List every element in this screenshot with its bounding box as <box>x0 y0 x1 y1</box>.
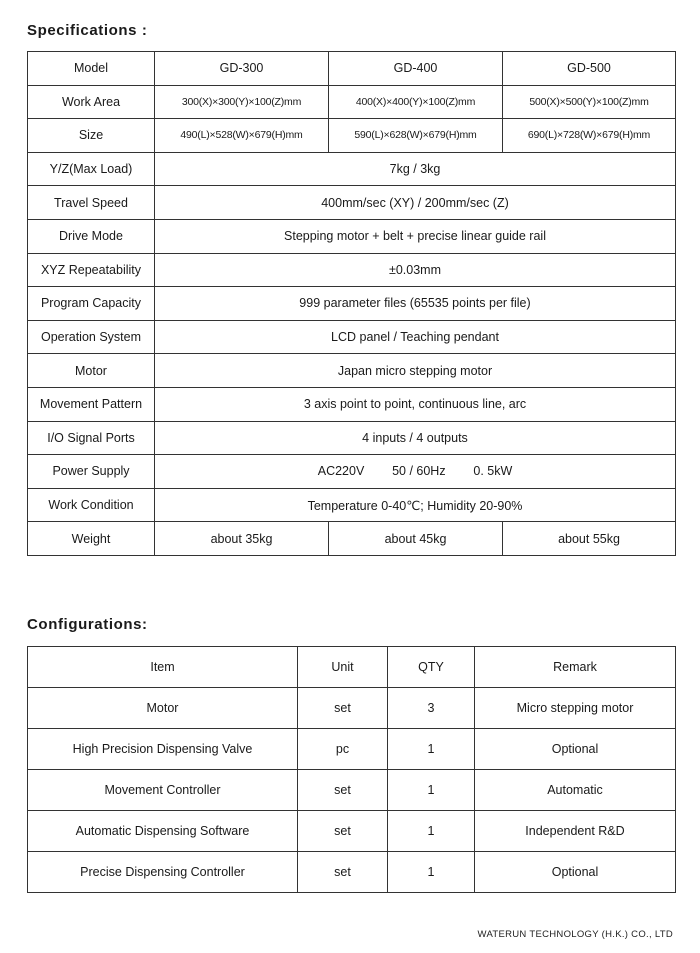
spec-value: ±0.03mm <box>155 253 676 287</box>
spec-label: Power Supply <box>28 455 155 489</box>
spec-label: Work Area <box>28 85 155 119</box>
spec-row-max-load <box>28 152 676 186</box>
specifications-table <box>27 51 676 556</box>
config-remark: Independent R&D <box>475 811 676 852</box>
spec-row-program-capacity <box>28 287 676 321</box>
config-header: Remark <box>475 647 676 688</box>
config-remark: Optional <box>475 852 676 893</box>
spec-value: 590(L)×628(W)×679(H)mm <box>329 119 503 153</box>
spec-value: LCD panel / Teaching pendant <box>155 320 676 354</box>
spec-row-power-supply <box>28 455 676 489</box>
spec-value: 400(X)×400(Y)×100(Z)mm <box>329 85 503 119</box>
spec-row-motor <box>28 354 676 388</box>
configurations-heading: Configurations: <box>27 616 148 633</box>
config-qty: 1 <box>388 811 475 852</box>
spec-value: 4 inputs / 4 outputs <box>155 421 676 455</box>
config-qty: 1 <box>388 770 475 811</box>
config-remark: Optional <box>475 729 676 770</box>
spec-value: GD-400 <box>329 52 503 86</box>
spec-value: 300(X)×300(Y)×100(Z)mm <box>155 85 329 119</box>
spec-row-weight <box>28 522 676 556</box>
config-header: Unit <box>298 647 388 688</box>
spec-label: Movement Pattern <box>28 387 155 421</box>
spec-value: 690(L)×728(W)×679(H)mm <box>503 119 676 153</box>
spec-row-work-condition <box>28 488 676 522</box>
spec-label: Travel Speed <box>28 186 155 220</box>
configurations-table <box>27 646 676 893</box>
spec-value: about 55kg <box>503 522 676 556</box>
spec-label: Model <box>28 52 155 86</box>
spec-value: 3 axis point to point, continuous line, arc <box>155 387 676 421</box>
specifications-heading: Specifications : <box>27 22 148 39</box>
spec-label: Motor <box>28 354 155 388</box>
spec-label: Size <box>28 119 155 153</box>
spec-row-operation-system <box>28 320 676 354</box>
config-header-row <box>28 647 676 688</box>
config-remark: Automatic <box>475 770 676 811</box>
spec-value: 7kg / 3kg <box>155 152 676 186</box>
spec-value: GD-500 <box>503 52 676 86</box>
spec-label: Weight <box>28 522 155 556</box>
table-row <box>28 688 676 729</box>
spec-value: about 35kg <box>155 522 329 556</box>
config-item: Movement Controller <box>28 770 298 811</box>
spec-label: Operation System <box>28 320 155 354</box>
table-row <box>28 729 676 770</box>
spec-row-drive-mode <box>28 219 676 253</box>
config-unit: pc <box>298 729 388 770</box>
config-header: Item <box>28 647 298 688</box>
spec-value: 400mm/sec (XY) / 200mm/sec (Z) <box>155 186 676 220</box>
spec-value: Stepping motor + belt + precise linear guide rail <box>155 219 676 253</box>
spec-label: Y/Z(Max Load) <box>28 152 155 186</box>
spec-label: XYZ Repeatability <box>28 253 155 287</box>
spec-row-work-area <box>28 85 676 119</box>
config-unit: set <box>298 770 388 811</box>
spec-row-model <box>28 52 676 86</box>
spec-label: Work Condition <box>28 488 155 522</box>
config-header: QTY <box>388 647 475 688</box>
spec-value: GD-300 <box>155 52 329 86</box>
spec-value: 500(X)×500(Y)×100(Z)mm <box>503 85 676 119</box>
spec-label: I/O Signal Ports <box>28 421 155 455</box>
config-item: Precise Dispensing Controller <box>28 852 298 893</box>
config-unit: set <box>298 688 388 729</box>
table-row <box>28 852 676 893</box>
config-item: High Precision Dispensing Valve <box>28 729 298 770</box>
company-footer: WATERUN TECHNOLOGY (H.K.) CO., LTD <box>477 929 673 940</box>
config-unit: set <box>298 811 388 852</box>
spec-value: 999 parameter files (65535 points per file) <box>155 287 676 321</box>
spec-value: 490(L)×528(W)×679(H)mm <box>155 119 329 153</box>
spec-label: Drive Mode <box>28 219 155 253</box>
config-item: Automatic Dispensing Software <box>28 811 298 852</box>
spec-row-travel-speed <box>28 186 676 220</box>
config-qty: 3 <box>388 688 475 729</box>
spec-row-movement-pattern <box>28 387 676 421</box>
spec-value: Japan micro stepping motor <box>155 354 676 388</box>
config-unit: set <box>298 852 388 893</box>
spec-value: about 45kg <box>329 522 503 556</box>
spec-row-repeatability <box>28 253 676 287</box>
config-remark: Micro stepping motor <box>475 688 676 729</box>
spec-label: Program Capacity <box>28 287 155 321</box>
table-row <box>28 770 676 811</box>
spec-value: AC220V 50 / 60Hz 0. 5kW <box>155 455 676 489</box>
table-row <box>28 811 676 852</box>
config-item: Motor <box>28 688 298 729</box>
config-qty: 1 <box>388 729 475 770</box>
spec-row-io-ports <box>28 421 676 455</box>
spec-row-size <box>28 119 676 153</box>
spec-value: Temperature 0-40℃; Humidity 20-90% <box>155 488 676 522</box>
config-qty: 1 <box>388 852 475 893</box>
